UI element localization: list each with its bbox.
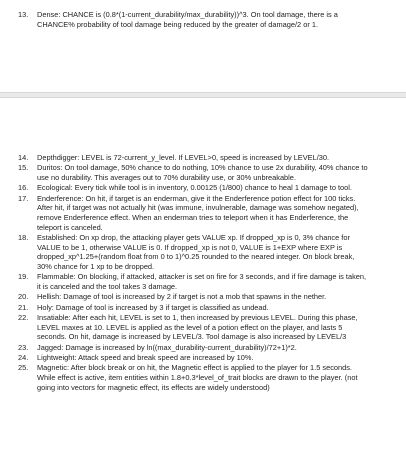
item-text: Magnetic: After block break or on hit, the Magnetic effect is applied to the player for 1.5 seconds. While effect is active, item entities within 1.8+0.3*level_of_trait blocks are drawn to the player. (not going into vectors for magnetic effect, its effects are widely understood)	[37, 363, 358, 392]
list-item	[18, 163, 368, 182]
item-number: 22.	[18, 313, 29, 322]
list-item	[18, 272, 368, 291]
item-text: Enderference: On hit, if target is an enderman, give it the Enderference potion effect for 100 ticks. After hit, if target was not actually hit (was immune, invulnerable, damage was somehow negated), remove Enderference effect. When an enderman tries to teleport when it has Enderference, the teleport is canceled.	[37, 193, 359, 232]
item-number: 18.	[18, 233, 29, 242]
trait-list-bottom	[18, 153, 368, 393]
list-item	[18, 313, 368, 342]
item-text: Insatiable: After each hit, LEVEL is set to 1, then increased by previous LEVEL. During this phase, LEVEL maxes at 10. LEVEL is applied as the level of a potion effect on the player, and lasts 5 seconds. On hit, damage is increased by LEVEL/3. Tool damage is also increased by LEVEL/3	[37, 313, 358, 342]
item-number: 14.	[18, 153, 29, 162]
item-number: 16.	[18, 183, 29, 193]
list-item	[18, 292, 368, 302]
item-number: 25.	[18, 363, 29, 373]
item-text: Ecological: Every tick while tool is in inventory, 0.00125 (1/800) chance to heal 1 damage to tool.	[37, 183, 352, 193]
item-number: 17.	[18, 193, 29, 203]
document-page-top	[0, 0, 406, 92]
list-item	[18, 10, 368, 29]
list-item	[18, 353, 368, 363]
list-item	[18, 153, 368, 163]
item-text: Flammable: On blocking, if attacked, attacker is set on fire for 3 seconds, and if fire damage is taken, it is canceled and the tool takes 3 damage.	[37, 272, 367, 292]
item-text: Dense: CHANCE is (0.8*(1-current_durability/max_durability))^3. On tool damage, there is a CHANCE% probability of tool damage being reduced by the greater of damage/2 or 1.	[37, 10, 338, 29]
item-number: 13.	[18, 10, 29, 19]
item-number: 15.	[18, 163, 29, 173]
item-number: 23.	[18, 342, 29, 352]
item-number: 20.	[18, 292, 29, 302]
list-item	[18, 303, 368, 313]
item-text: Jagged: Damage is increased by ln((max_durability-current_durability)/72+1)*2.	[37, 342, 297, 352]
item-text: Holy: Damage of tool is increased by 3 if target is classified as undead.	[37, 302, 269, 312]
item-number: 21.	[18, 302, 29, 312]
item-number: 24.	[18, 353, 29, 362]
list-item	[18, 233, 368, 272]
item-text: Hellish: Damage of tool is increased by 2 if target is not a mob that spawns in the nether.	[37, 292, 327, 302]
item-number: 19.	[18, 272, 29, 282]
list-item	[18, 343, 368, 353]
item-text: Duritos: On tool damage, 50% chance to do nothing, 10% chance to use 2x durability, 40% chance to use no durability. This averages out to 70% durability use, or 30% unbreakable.	[37, 163, 368, 182]
list-item	[18, 363, 368, 392]
item-text: Lightweight: Attack speed and break speed are increased by 10%.	[37, 353, 254, 362]
document-page-bottom	[0, 98, 406, 458]
trait-list-top	[18, 10, 368, 30]
item-text: Depthdigger: LEVEL is 72-current_y_level. If LEVEL>0, speed is increased by LEVEL/30.	[37, 153, 330, 162]
list-item	[18, 183, 368, 193]
list-item	[18, 194, 368, 233]
item-text: Established: On xp drop, the attacking player gets VALUE xp. If dropped_xp is 0, 3% chance for VALUE to be 1, otherwise VALUE is 0. If dropped_xp is not 0, VALUE is 1+EXP where EXP is dropped_xp^1.25+(random float from 0 to 1)^0.25 rounded to the neared integer. On block break, 30% chance for 1 xp to be dropped.	[37, 233, 355, 272]
